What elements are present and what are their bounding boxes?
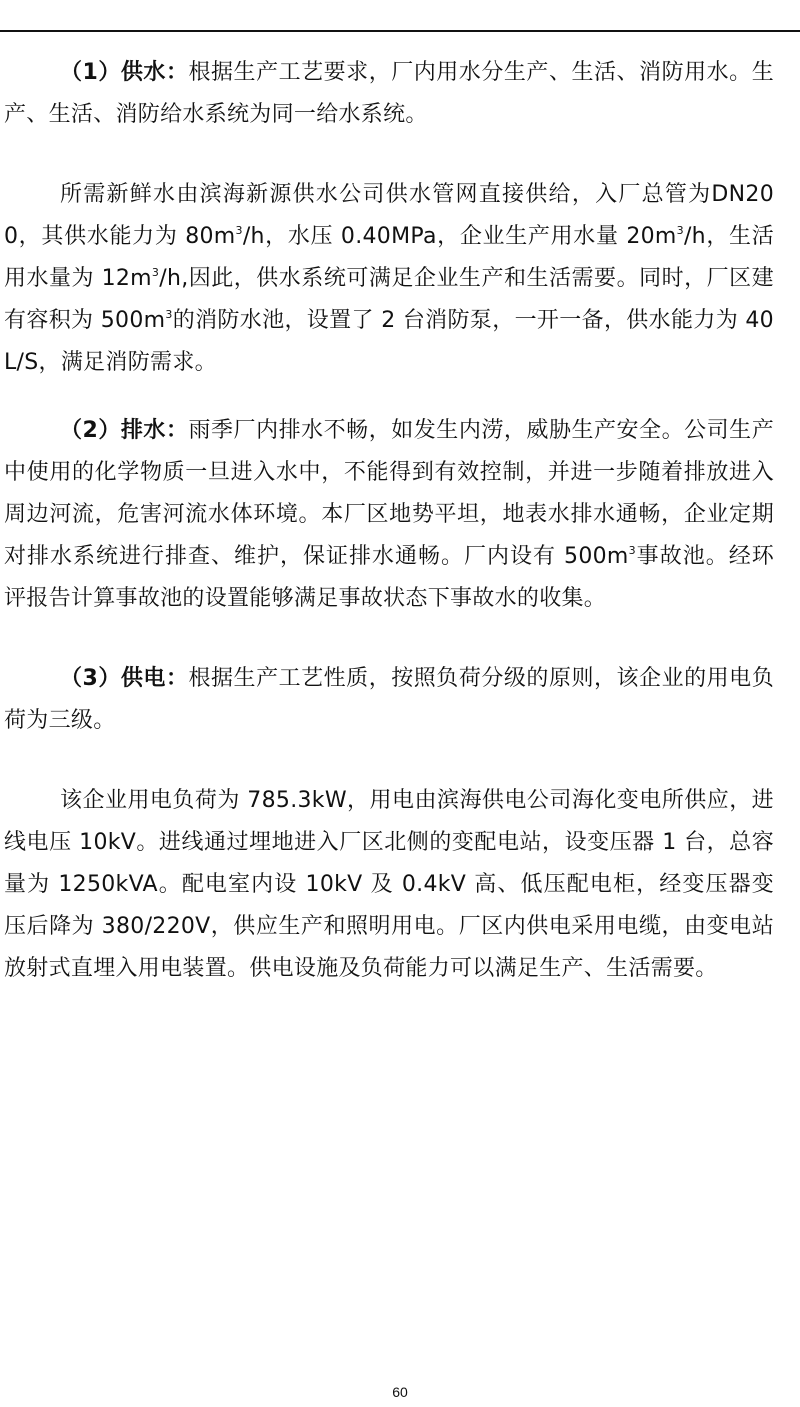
superscript-3: 3	[676, 224, 684, 237]
water-supply-text: 根据生产工艺要求，厂内用水分生产、生活、消防用水。生产、生活、消防给水系统为同一给水系统。	[4, 60, 774, 127]
superscript-3: 3	[235, 224, 243, 237]
water-source-text-2: /h，水压 0.40MPa，企业生产用水量 20m	[242, 224, 677, 249]
power-label: （3）供电：	[60, 666, 189, 691]
water-source-text-1: 所需新鲜水由滨海新源供水公司供水管网直接供给，入厂总管为DN200，其供水能力为 80m	[4, 182, 774, 249]
water-source-text-4: /h,因此，供水系统可满足企业生产和生活需要。同时，厂区建有容积为 500m	[4, 266, 774, 333]
document-body	[4, 52, 774, 990]
water-supply-paragraph	[4, 52, 774, 136]
power-text: 根据生产工艺性质，按照负荷分级的原则，该企业的用电负荷为三级。	[4, 666, 774, 733]
page-number: 60	[392, 1384, 408, 1400]
water-supply-label: （1）供水：	[60, 60, 189, 85]
water-source-text-3: /h，生活用水量为 12m	[4, 224, 774, 291]
header-rule	[0, 30, 800, 32]
drainage-text-1: 雨季厂内排水不畅，如发生内涝，威胁生产安全。公司生产中使用的化学物质一旦进入水中，不能得到有效控制，并进一步随着排放进入周边河流，危害河流水体环境。本厂区地势平坦，地表水排水通畅，企业定期对排水系统进行排查、维护，保证排水通畅。厂内设有 500m	[4, 418, 774, 569]
power-paragraph	[4, 658, 774, 742]
drainage-paragraph	[4, 410, 774, 620]
drainage-label: （2）排水：	[60, 418, 189, 443]
drainage-text-2: 事故池。经环评报告计算事故池的设置能够满足事故状态下事故水的收集。	[4, 544, 774, 611]
power-detail-text: 该企业用电负荷为 785.3kW，用电由滨海供电公司海化变电所供应，进线电压 10kV。进线通过埋地进入厂区北侧的变配电站，设变压器 1 台，总容量为 1250kVA。配电室内设 10kV 及 0.4kV 高、低压配电柜，经变压器变压后降为 380/220V，供应生产和照明用电。厂区内供电采用电缆，由变电站放射式直埋入用电装置。供电设施及负荷能力可以满足生产、生活需要。	[4, 788, 774, 981]
superscript-3: 3	[165, 308, 173, 321]
power-detail-paragraph	[4, 780, 774, 990]
superscript-3: 3	[628, 544, 636, 557]
superscript-3: 3	[151, 266, 160, 279]
water-source-paragraph	[4, 174, 774, 384]
water-source-text-5: 的消防水池，设置了 2 台消防泵，一开一备，供水能力为 40L/S，满足消防需求。	[4, 308, 774, 375]
